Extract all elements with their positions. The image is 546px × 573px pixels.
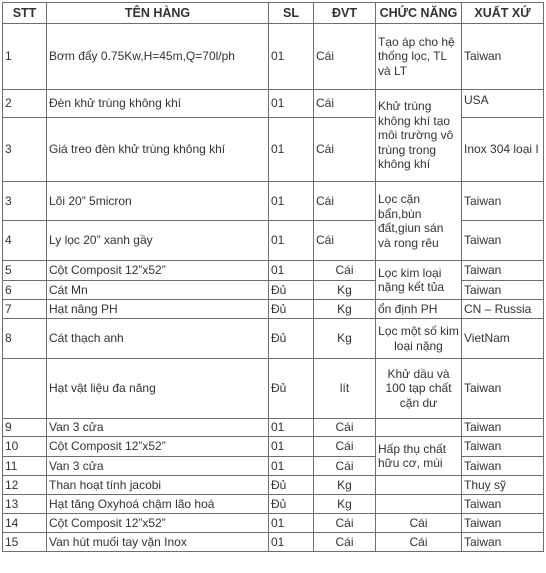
- cell-dvt: Cái: [314, 261, 376, 281]
- table-row: [3, 495, 544, 514]
- cell-name: Cát thạch anh: [47, 319, 269, 359]
- cell-sl: Đủ: [269, 300, 314, 319]
- cell-origin: USA: [462, 90, 544, 118]
- cell-name: Lõi 20” 5micron: [47, 182, 269, 221]
- cell-function: Lọc một số kim loại nặng: [376, 319, 462, 359]
- cell-sl: 01: [269, 419, 314, 437]
- cell-stt: 4: [3, 221, 47, 261]
- cell-stt: 6: [3, 281, 47, 300]
- cell-dvt: Cái: [314, 90, 376, 118]
- cell-dvt: Kg: [314, 300, 376, 319]
- table-row: [3, 319, 544, 359]
- cell-origin: Taiwan: [462, 437, 544, 457]
- table-header-row: [3, 3, 544, 24]
- cell-dvt: Kg: [314, 495, 376, 514]
- header-origin: XUẤT XỨ: [462, 3, 544, 24]
- cell-function: [376, 476, 462, 495]
- cell-sl: 01: [269, 24, 314, 90]
- cell-name: Hạt tăng Oxyhoá chậm lão hoá: [47, 495, 269, 514]
- cell-function: Khử dầu và 100 tạp chất cặn dư: [376, 359, 462, 419]
- header-function: CHỨC NĂNG: [376, 3, 462, 24]
- cell-origin: Taiwan: [462, 514, 544, 533]
- cell-function: Lọc cặn bẩn,bùn đất,giun sán và rong rêu: [376, 182, 462, 261]
- cell-stt: 13: [3, 495, 47, 514]
- cell-function: ổn định PH: [376, 300, 462, 319]
- cell-dvt: Cái: [314, 118, 376, 182]
- cell-origin: Inox 304 loại I: [462, 118, 544, 182]
- cell-stt: [3, 359, 47, 419]
- cell-origin: Taiwan: [462, 182, 544, 221]
- cell-sl: 01: [269, 533, 314, 552]
- cell-name: Giá treo đèn khử trùng không khí: [47, 118, 269, 182]
- cell-function: [376, 495, 462, 514]
- cell-sl: 01: [269, 437, 314, 457]
- cell-name: Ly lọc 20” xanh gầy: [47, 221, 269, 261]
- cell-name: Bơm đẩy 0.75Kw,H=45m,Q=70l/ph: [47, 24, 269, 90]
- cell-origin: Taiwan: [462, 419, 544, 437]
- table-row: [3, 533, 544, 552]
- table-row: [3, 476, 544, 495]
- cell-function: Cái: [376, 533, 462, 552]
- table-row: [3, 261, 544, 281]
- cell-origin: Taiwan: [462, 533, 544, 552]
- cell-sl: 01: [269, 182, 314, 221]
- cell-name: Cột Composit 12”x52”: [47, 514, 269, 533]
- table-row: [3, 118, 544, 182]
- cell-name: Cột Composit 12”x52”: [47, 261, 269, 281]
- cell-function: Lọc kim loại nặng kết tủa: [376, 261, 462, 300]
- cell-stt: 9: [3, 419, 47, 437]
- table-row: [3, 90, 544, 118]
- cell-name: Hạt vật liệu đa năng: [47, 359, 269, 419]
- cell-sl: 01: [269, 90, 314, 118]
- cell-sl: Đủ: [269, 476, 314, 495]
- cell-origin: VietNam: [462, 319, 544, 359]
- cell-stt: 7: [3, 300, 47, 319]
- header-stt: STT: [3, 3, 47, 24]
- cell-origin: Thuỵ sỹ: [462, 476, 544, 495]
- cell-origin: Taiwan: [462, 221, 544, 261]
- cell-name: Than hoạt tính jacobi: [47, 476, 269, 495]
- cell-stt: 12: [3, 476, 47, 495]
- header-dvt: ĐVT: [314, 3, 376, 24]
- cell-dvt: Kg: [314, 319, 376, 359]
- cell-name: Van 3 cửa: [47, 457, 269, 476]
- cell-sl: Đủ: [269, 319, 314, 359]
- cell-origin: CN – Russia: [462, 300, 544, 319]
- cell-stt: 3: [3, 118, 47, 182]
- cell-stt: 2: [3, 90, 47, 118]
- cell-name: Van hút muối tay vặn Inox: [47, 533, 269, 552]
- cell-name: Cột Composit 12”x52”: [47, 437, 269, 457]
- cell-function: Khử trùng không khí tạo môi trường vô trùng trong không khí: [376, 90, 462, 182]
- cell-stt: 5: [3, 261, 47, 281]
- cell-sl: 01: [269, 261, 314, 281]
- cell-sl: 01: [269, 221, 314, 261]
- cell-function: Cái: [376, 514, 462, 533]
- table-row: [3, 437, 544, 457]
- cell-origin: Taiwan: [462, 495, 544, 514]
- cell-function: Hấp thụ chất hữu cơ, mùi: [376, 437, 462, 476]
- header-sl: SL: [269, 3, 314, 24]
- cell-stt: 14: [3, 514, 47, 533]
- cell-sl: Đủ: [269, 495, 314, 514]
- cell-dvt: Cái: [314, 533, 376, 552]
- table-row: [3, 300, 544, 319]
- cell-dvt: lít: [314, 359, 376, 419]
- header-name: TÊN HÀNG: [47, 3, 269, 24]
- cell-stt: 1: [3, 24, 47, 90]
- table-row: [3, 457, 544, 476]
- cell-sl: 01: [269, 118, 314, 182]
- cell-dvt: Cái: [314, 514, 376, 533]
- cell-origin: Taiwan: [462, 24, 544, 90]
- table-row: [3, 281, 544, 300]
- cell-origin: Taiwan: [462, 457, 544, 476]
- cell-dvt: Cái: [314, 221, 376, 261]
- cell-function: [376, 419, 462, 437]
- table-row: [3, 514, 544, 533]
- cell-name: Đèn khử trùng không khí: [47, 90, 269, 118]
- cell-stt: 10: [3, 437, 47, 457]
- table-row: [3, 221, 544, 261]
- cell-origin: Taiwan: [462, 359, 544, 419]
- cell-sl: 01: [269, 457, 314, 476]
- cell-stt: 15: [3, 533, 47, 552]
- cell-stt: 11: [3, 457, 47, 476]
- cell-origin: Taiwan: [462, 261, 544, 281]
- cell-function: Tạo áp cho hệ thống lọc, TL và LT: [376, 24, 462, 90]
- cell-name: Hạt nâng PH: [47, 300, 269, 319]
- cell-stt: 8: [3, 319, 47, 359]
- equipment-table: [2, 2, 544, 552]
- cell-sl: 01: [269, 514, 314, 533]
- table-row: [3, 359, 544, 419]
- cell-origin: Taiwan: [462, 281, 544, 300]
- cell-dvt: Cái: [314, 419, 376, 437]
- cell-name: Cát Mn: [47, 281, 269, 300]
- cell-dvt: Kg: [314, 281, 376, 300]
- cell-dvt: Cái: [314, 24, 376, 90]
- cell-dvt: Cái: [314, 457, 376, 476]
- cell-stt: 3: [3, 182, 47, 221]
- cell-dvt: Kg: [314, 476, 376, 495]
- equipment-table-wrapper: [2, 2, 543, 552]
- cell-dvt: Cái: [314, 437, 376, 457]
- cell-name: Van 3 cửa: [47, 419, 269, 437]
- cell-dvt: Cái: [314, 182, 376, 221]
- table-row: [3, 419, 544, 437]
- table-row: [3, 182, 544, 221]
- table-row: [3, 24, 544, 90]
- cell-sl: Đủ: [269, 281, 314, 300]
- cell-sl: Đủ: [269, 359, 314, 419]
